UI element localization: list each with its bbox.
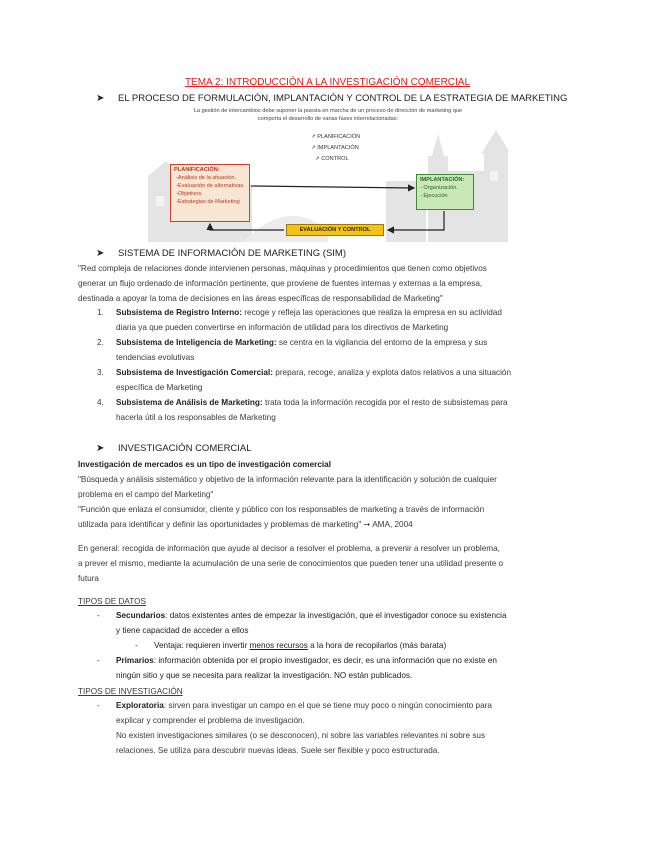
definition-1: "Búsqueda y análisis sistemático y objetivo de la información relevante para la identificación y solución de cualquier problema en el campo del Marketing" xyxy=(78,475,497,499)
arrow-eval-to-plan xyxy=(210,224,284,230)
list-item: 3. Subsistema de Investigación Comercial: prepara, recoge, analiza y explota datos relativos a una situación específica de Marketing xyxy=(97,368,512,392)
list-item-primarios: - Primarios: información obtenida por el propio investigador, es decir, es una información que no existe en ningún sitio y que se necesita para realizar la investigación. NO están publicados. xyxy=(97,656,497,680)
arrow-bullet-icon: ➤ xyxy=(96,93,105,104)
evaluacion-control-box: EVALUACIÓN Y CONTROL xyxy=(286,224,384,236)
marketing-process-diagram xyxy=(148,106,508,242)
phase-planificacion: ↗ PLANIFICACIÓN xyxy=(311,134,361,140)
phase-control: ↗ CONTROL xyxy=(315,156,349,162)
page-title xyxy=(0,77,655,88)
diagram-caption: La gestión de intercambios debe suponer la puesta en marcha de un proceso de dirección de marketing que comporta el desarrollo de varias fases interrelacionadas: xyxy=(193,108,463,122)
arrow-impl-to-eval xyxy=(388,211,444,230)
diagram-arrows xyxy=(148,106,508,242)
section-heading-investigacion: ➤ INVESTIGACIÓN COMERCIAL xyxy=(96,443,252,454)
section-heading-proceso: ➤ EL PROCESO DE FORMULACIÓN, IMPLANTACIÓN Y CONTROL DE LA ESTRATEGIA DE MARKETING xyxy=(96,93,568,104)
tipos-datos-heading: TIPOS DE DATOS xyxy=(78,597,146,606)
title-rest: INTRODUCCIÓN A LA INVESTIGACIÓN COMERCIAL xyxy=(223,77,471,88)
investigacion-subheading: Investigación de mercados es un tipo de investigación comercial xyxy=(78,460,331,469)
title-prefix: TEMA 2: xyxy=(184,77,224,88)
tipos-investigacion-heading: TIPOS DE INVESTIGACIÓN xyxy=(78,687,183,696)
tipos-investigacion-list xyxy=(97,698,586,758)
list-item: 4. Subsistema de Análisis de Marketing: trata toda la información recogida por el resto de subsistemas para hacerla útil a los responsables de Marketing xyxy=(97,398,508,422)
planificacion-box: PLANIFICACIÓN: -Análisis de la situación. -Evaluación de alternativas. -Objetivos. -Estrategias de Marketing xyxy=(170,164,250,222)
general-paragraph: En general: recogida de información que ayude al decisor a resolver el problema, a prevenir a resolver un problema, a prever el mismo, mediante la acumulación de una serie de conocimientos que pueden tener una utilidad presente o futura xyxy=(78,544,504,583)
arrow-bullet-icon: ➤ xyxy=(96,443,105,454)
phase-implantacion: ↗ IMPLANTACIÓN xyxy=(311,145,359,151)
sim-subsystems-list xyxy=(97,305,586,425)
arrow-bullet-icon: ➤ xyxy=(96,248,105,259)
list-item-secundarios: - Secundarios: datos existentes antes de empezar la investigación, que el investigador conoce su existencia y tiene capacidad de acceder a ellos xyxy=(97,611,507,635)
section-heading-sim: ➤ SISTEMA DE INFORMACIÓN DE MARKETING (SIM) xyxy=(96,248,347,259)
arrow-plan-to-impl xyxy=(251,186,414,188)
definition-2: "Función que enlaza el consumidor, cliente y público con los responsables de marketing a través de información utilizada para identificar y definir las oportunidades y problemas de marketing" ➞ AMA, 2004 xyxy=(78,505,485,529)
list-item-ventaja: - Ventaja: requieren invertir menos recursos a la hora de recopilarlos (más barata) xyxy=(135,641,447,650)
tipos-datos-list xyxy=(97,608,586,683)
sim-definition: "Red compleja de relaciones donde intervienen personas, máquinas y procedimientos que tienen como objetivos generar un flujo ordenado de información pertinente, que proviene de fuentes internas y externas a la empresa, destinada a apoyar la toma de decisiones en las áreas específicas de responsabilidad de Marketing" xyxy=(78,264,487,303)
implantacion-box: IMPLANTACIÓN: - Organización. - Ejecución xyxy=(416,174,474,210)
list-item: 1. Subsistema de Registro Interno: recoge y refleja las operaciones que realiza la empresa en su actividad diaria ya que pueden convertirse en información de utilidad para los directivos de Marketing xyxy=(97,308,502,332)
list-item: 2. Subsistema de Inteligencia de Marketing: se centra en la vigilancia del entorno de la empresa y sus tendencias evolutivas xyxy=(97,338,488,362)
list-item-exploratoria: - Exploratoria: sirven para investigar un campo en el que se tiene muy poco o ningún conocimiento para explicar y comprender el problema de investigación. No existen investigaciones similares (o se desconocen), ni sobre las variables relevantes ni sobre sus relaciones. Se utiliza para descubrir nuevas ideas. Suele ser flexible y poco estructurada. xyxy=(97,701,492,755)
